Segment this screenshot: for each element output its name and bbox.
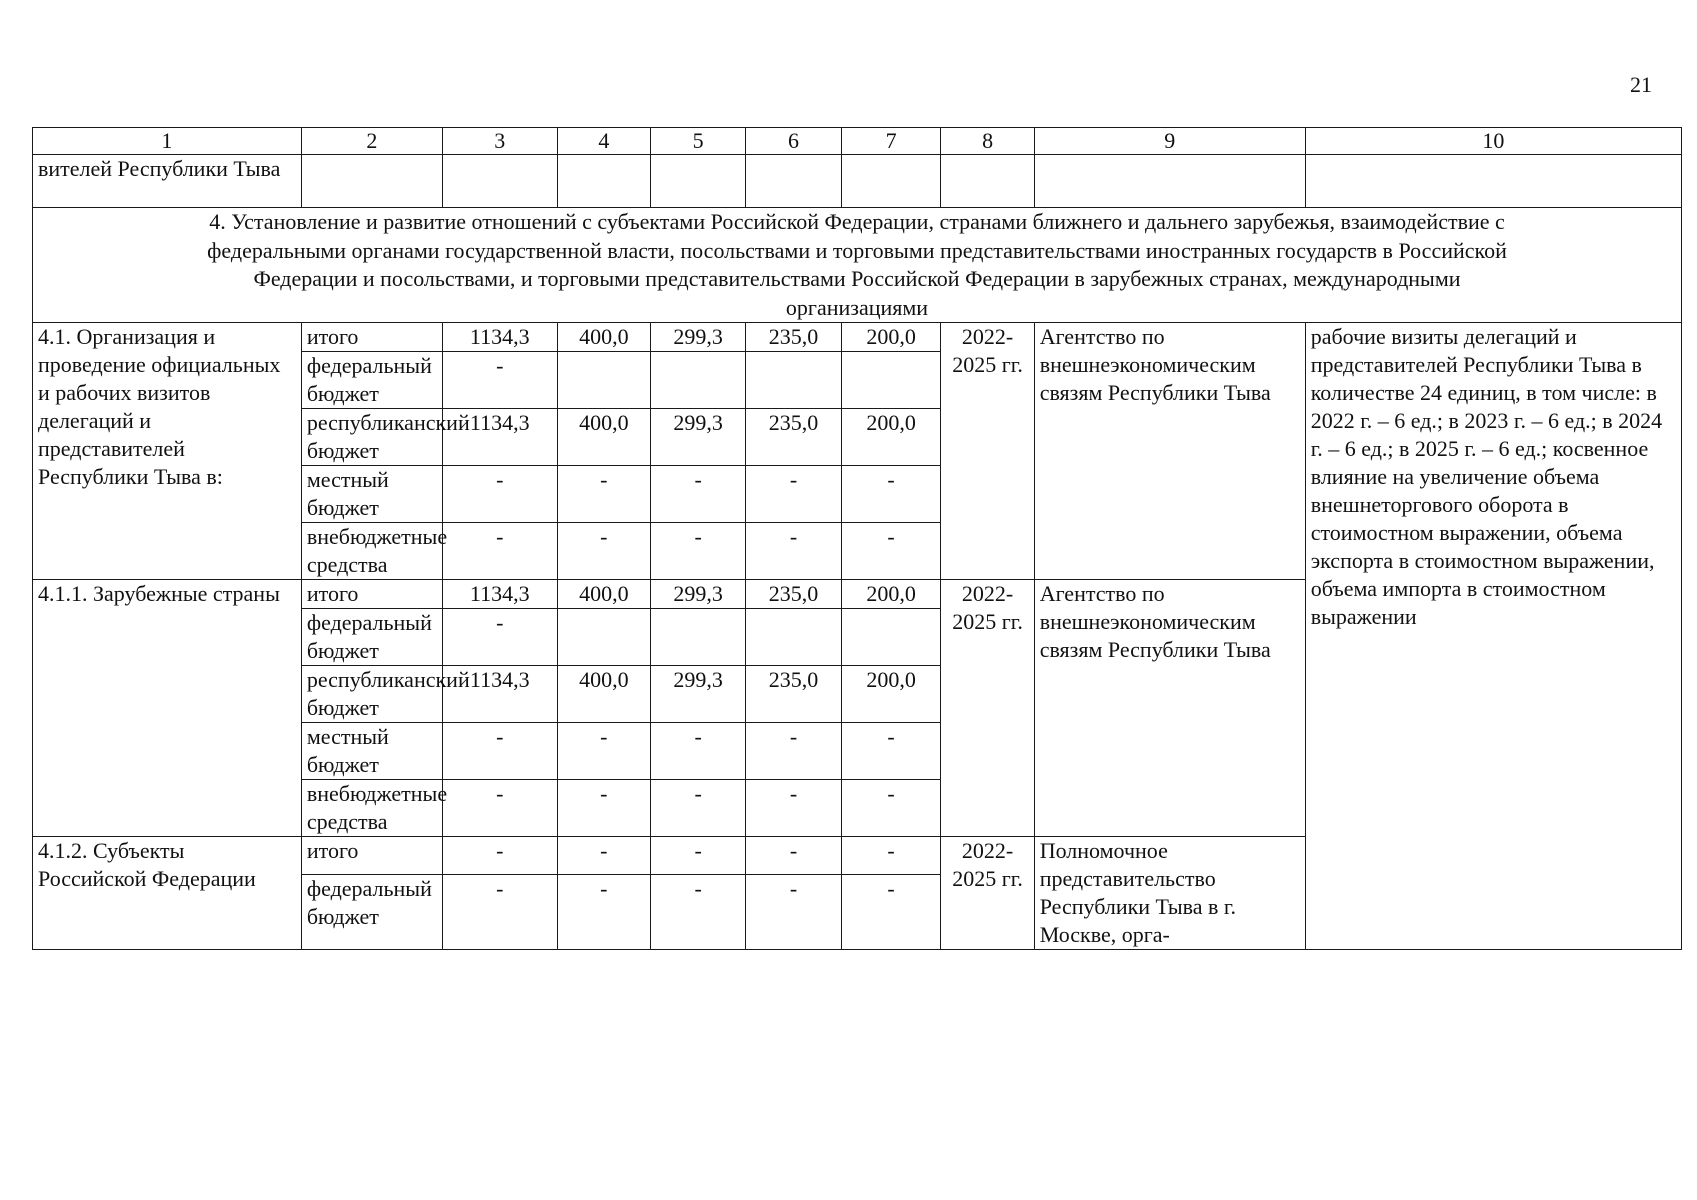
amount-cell: - <box>650 723 745 780</box>
column-number: 7 <box>841 128 941 155</box>
amount-cell: 200,0 <box>841 580 941 609</box>
table-row <box>33 323 1682 352</box>
amount-cell: 1134,3 <box>442 666 557 723</box>
amount-cell <box>841 352 941 409</box>
empty-cell <box>1305 155 1681 208</box>
amount-cell: - <box>841 780 941 837</box>
funding-source: внебюджетные средства <box>301 523 442 580</box>
column-number: 5 <box>650 128 745 155</box>
funding-source: местный бюджет <box>301 723 442 780</box>
page-number: 21 <box>1630 72 1652 97</box>
funding-source: итого <box>301 580 442 609</box>
amount-cell <box>650 352 745 409</box>
continuation-text: вителей Республики Тыва <box>33 155 302 208</box>
empty-cell <box>941 155 1034 208</box>
column-number: 10 <box>1305 128 1681 155</box>
amount-cell: - <box>557 723 650 780</box>
amount-cell: - <box>650 837 745 875</box>
column-number: 4 <box>557 128 650 155</box>
amount-cell: 200,0 <box>841 666 941 723</box>
period: 2022-2025 гг. <box>941 323 1034 580</box>
amount-cell: - <box>442 723 557 780</box>
funding-source: итого <box>301 323 442 352</box>
amount-cell <box>746 609 841 666</box>
executor: Агентство по внешнеэкономическим связям Республики Тыва <box>1034 580 1305 837</box>
section-title: 4. Установление и развитие отношений с субъектами Российской Федерации, странами ближнего и дальнего зарубежья, взаимодействие с федеральными органами государственной власти, посольствами и торговыми представительствами иностранных государств в Российской Федерации и посольствами, и торговыми представительствами Российской Федерации в зарубежных странах, международными организациями <box>33 208 1682 323</box>
column-number: 1 <box>33 128 302 155</box>
amount-cell: - <box>557 780 650 837</box>
amount-cell: 400,0 <box>557 666 650 723</box>
funding-source: республиканский бюджет <box>301 409 442 466</box>
expected-result: рабочие визиты делегаций и представителей Республики Тыва в количестве 24 единиц, в том числе: в 2022 г. – 6 ед.; в 2023 г. – 6 ед.; в 2024 г. – 6 ед.; в 2025 г. – 6 ед.; косвенное влияние на увеличение объема внешнеторгового оборота в стоимостном выражении, объема экспорта в стоимостном выражении, объема импорта в стоимостном выражении <box>1305 323 1681 950</box>
amount-cell: 400,0 <box>557 409 650 466</box>
amount-cell: - <box>746 780 841 837</box>
amount-cell: 200,0 <box>841 323 941 352</box>
amount-cell: - <box>442 875 557 950</box>
amount-cell <box>650 609 745 666</box>
amount-cell: 235,0 <box>746 323 841 352</box>
amount-cell: - <box>746 875 841 950</box>
column-number-row <box>33 128 1682 155</box>
amount-cell: - <box>442 523 557 580</box>
amount-cell: - <box>442 352 557 409</box>
column-number: 2 <box>301 128 442 155</box>
amount-cell: 235,0 <box>746 666 841 723</box>
amount-cell: 200,0 <box>841 409 941 466</box>
amount-cell: 1134,3 <box>442 323 557 352</box>
amount-cell: 400,0 <box>557 580 650 609</box>
amount-cell: - <box>557 523 650 580</box>
activity-name: 4.1.2. Субъекты Российской Федерации <box>33 837 302 950</box>
amount-cell: - <box>746 837 841 875</box>
column-number: 8 <box>941 128 1034 155</box>
amount-cell: - <box>442 609 557 666</box>
amount-cell: - <box>841 523 941 580</box>
amount-cell <box>841 609 941 666</box>
activity-name: 4.1.1. Зарубежные страны <box>33 580 302 837</box>
amount-cell: - <box>841 837 941 875</box>
amount-cell <box>746 352 841 409</box>
empty-cell <box>650 155 745 208</box>
empty-cell <box>301 155 442 208</box>
funding-source: местный бюджет <box>301 466 442 523</box>
amount-cell: - <box>746 466 841 523</box>
funding-source: республиканский бюджет <box>301 666 442 723</box>
amount-cell: 235,0 <box>746 409 841 466</box>
amount-cell: 299,3 <box>650 323 745 352</box>
period: 2022-2025 гг. <box>941 837 1034 950</box>
amount-cell: 299,3 <box>650 666 745 723</box>
section-row <box>33 208 1682 323</box>
activity-name: 4.1. Организация и проведение официальных и рабочих визитов делегаций и представителей Республики Тыва в: <box>33 323 302 580</box>
amount-cell: 299,3 <box>650 409 745 466</box>
amount-cell: - <box>557 875 650 950</box>
empty-cell <box>557 155 650 208</box>
funding-source: федеральный бюджет <box>301 352 442 409</box>
amount-cell: - <box>442 466 557 523</box>
amount-cell: - <box>557 466 650 523</box>
amount-cell <box>557 609 650 666</box>
column-number: 9 <box>1034 128 1305 155</box>
amount-cell: 1134,3 <box>442 580 557 609</box>
amount-cell: - <box>650 523 745 580</box>
amount-cell: - <box>557 837 650 875</box>
period: 2022-2025 гг. <box>941 580 1034 837</box>
empty-cell <box>1034 155 1305 208</box>
empty-cell <box>442 155 557 208</box>
column-number: 3 <box>442 128 557 155</box>
amount-cell: - <box>442 780 557 837</box>
funding-source: итого <box>301 837 442 875</box>
amount-cell: - <box>841 466 941 523</box>
funding-source: федеральный бюджет <box>301 875 442 950</box>
executor: Агентство по внешнеэкономическим связям Республики Тыва <box>1034 323 1305 580</box>
amount-cell <box>557 352 650 409</box>
funding-source: внебюджетные средства <box>301 780 442 837</box>
funding-source: федеральный бюджет <box>301 609 442 666</box>
amount-cell: - <box>841 723 941 780</box>
amount-cell: - <box>650 875 745 950</box>
amount-cell: 235,0 <box>746 580 841 609</box>
amount-cell: - <box>746 723 841 780</box>
empty-cell <box>746 155 841 208</box>
empty-cell <box>841 155 941 208</box>
amount-cell: 299,3 <box>650 580 745 609</box>
column-number: 6 <box>746 128 841 155</box>
executor: Полномочное представительство Республики Тыва в г. Москве, орга- <box>1034 837 1305 950</box>
amount-cell: - <box>442 837 557 875</box>
amount-cell: 400,0 <box>557 323 650 352</box>
amount-cell: - <box>746 523 841 580</box>
continuation-row <box>33 155 1682 208</box>
amount-cell: 1134,3 <box>442 409 557 466</box>
amount-cell: - <box>841 875 941 950</box>
program-table <box>32 127 1682 950</box>
amount-cell: - <box>650 780 745 837</box>
amount-cell: - <box>650 466 745 523</box>
